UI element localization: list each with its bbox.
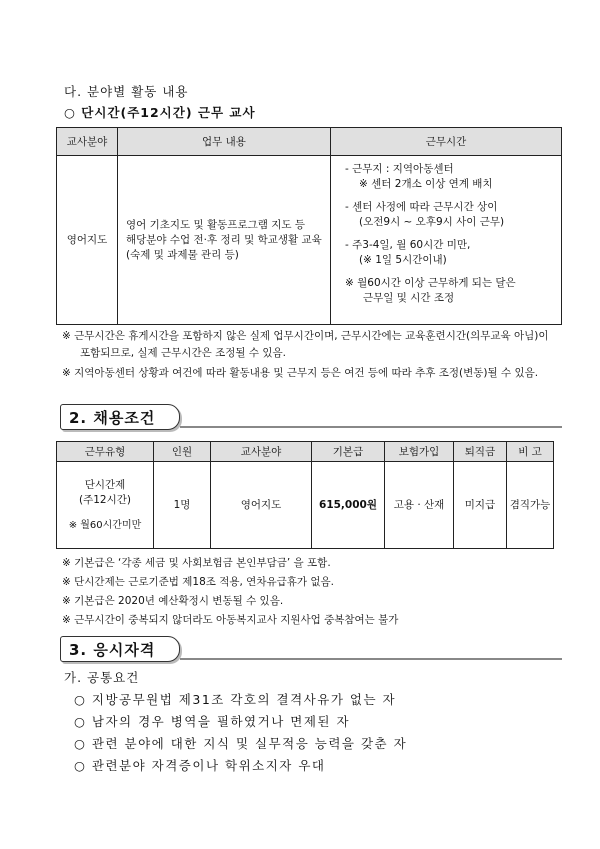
hours-cell (331, 156, 562, 325)
header-count: 인원 (154, 442, 211, 462)
requirement-item: ○ 관련분야 자격증이나 학위소지자 우대 (74, 758, 326, 773)
note-line: ※ 기본급은 ‘각종 세금 및 사회보험금 본인부담금’ 을 포함. (62, 557, 331, 569)
field-cell: 영어지도 (57, 156, 118, 325)
note-line: ※ 지역아동센터 상황과 여건에 따라 활동내용 및 근무지 등은 여건 등에 따라 추후 조정(변동)될 수 있음. (62, 367, 539, 379)
note-line: ※ 근무시간은 휴게시간을 포함하지 않은 실제 업무시간이며, 근무시간에는 교육훈련시간(의무교육 아님)이 (62, 330, 549, 342)
hours-line: (오전9시 ~ 오후9시 사이 근무) (359, 216, 505, 228)
header-field: 교사분야 (57, 128, 118, 156)
hours-line: - 근무지 : 지역아동센터 (345, 163, 454, 175)
section-3-title: 3. 응시자격 (69, 640, 156, 659)
remark-cell: 겸직가능 (507, 462, 554, 549)
requirement-item: ○ 지방공무원법 제31조 각호의 결격사유가 없는 자 (74, 692, 397, 707)
insurance-cell: 고용 · 산재 (385, 462, 454, 549)
section-da-heading: 다. 분야별 활동 내용 (64, 84, 189, 99)
severance-cell: 미지급 (454, 462, 507, 549)
duty-line: 영어 기초지도 및 활동프로그램 지도 등 (126, 218, 305, 231)
type-line: 단시간제 (84, 478, 126, 491)
header-hours: 근무시간 (331, 128, 562, 156)
hours-line: - 주3-4일, 월 60시간 미만, (345, 239, 471, 251)
header-field: 교사분야 (211, 442, 312, 462)
duty-line: (숙제 및 과제물 관리 등) (126, 248, 239, 261)
duty-line: 해당분야 수업 전·후 정리 및 학교생활 교육 (126, 233, 322, 246)
conditions-table (56, 441, 554, 549)
note-line: 포함되므로, 실제 근무시간은 조정될 수 있음. (80, 347, 286, 359)
duty-table (56, 127, 562, 325)
hours-line: ※ 센터 2개소 이상 연계 배치 (359, 178, 493, 190)
section-2-heading (60, 404, 180, 430)
header-insurance: 보험가입 (385, 442, 454, 462)
hours-line: (※ 1일 5시간이내) (359, 254, 447, 266)
header-duties: 업무 내용 (118, 128, 331, 156)
header-type: 근무유형 (57, 442, 154, 462)
note-line: ※ 기본급은 2020년 예산확정시 변동될 수 있음. (62, 595, 284, 607)
section-2-title: 2. 채용조건 (69, 408, 156, 427)
hours-line: ※ 월60시간 이상 근무하게 되는 달은 (345, 277, 516, 289)
hours-line: - 센터 사정에 따라 근무시간 상이 (345, 201, 498, 213)
requirement-item: ○ 관련 분야에 대한 지식 및 실무적응 능력을 갖춘 자 (74, 736, 408, 751)
salary-cell: 615,000원 (312, 462, 385, 549)
common-requirements-heading: 가. 공통요건 (64, 670, 140, 685)
note-line: ※ 단시간제는 근로기준법 제18조 적용, 연차유급휴가 없음. (62, 576, 335, 588)
note-line: ※ 근무시간이 중복되지 않더라도 아동복지교사 지원사업 중복참여는 불가 (62, 614, 399, 626)
field-cell: 영어지도 (211, 462, 312, 549)
section-3-heading (60, 636, 180, 662)
hours-line: 근무일 및 시간 조정 (363, 292, 455, 304)
requirement-item: ○ 남자의 경우 병역을 필하였거나 면제된 자 (74, 714, 351, 729)
duties-cell (118, 156, 331, 325)
type-line: ※ 월60시간미만 (68, 519, 142, 531)
type-cell (57, 462, 154, 549)
count-cell: 1명 (154, 462, 211, 549)
section-2-divider (180, 426, 562, 428)
subsection-title: ○ 단시간(주12시간) 근무 교사 (64, 105, 256, 120)
section-3-divider (180, 658, 562, 660)
type-line: (주12시간) (79, 493, 131, 506)
header-remark: 비 고 (507, 442, 554, 462)
header-salary: 기본급 (312, 442, 385, 462)
header-severance: 퇴직금 (454, 442, 507, 462)
